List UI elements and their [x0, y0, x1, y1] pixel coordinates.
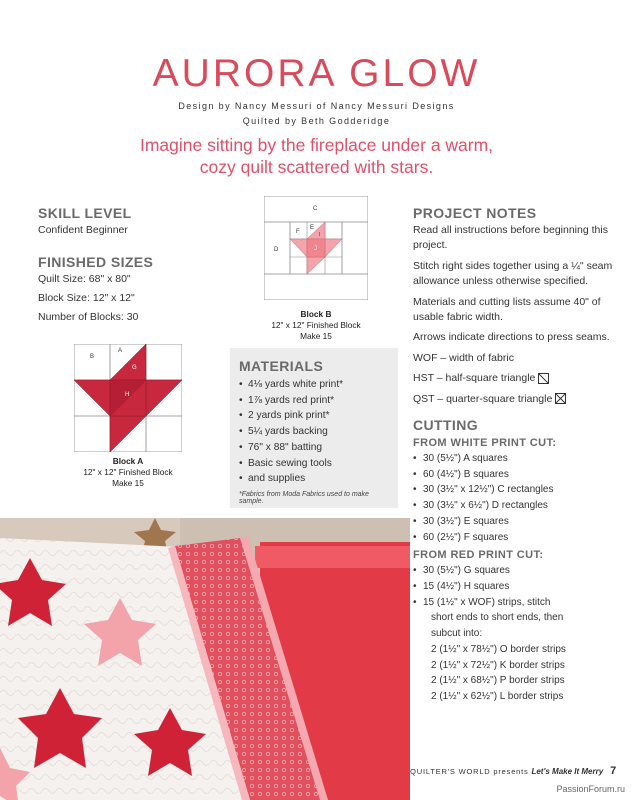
materials-item-continued: • and supplies [239, 471, 389, 487]
page-number: 7 [610, 765, 617, 777]
block-b-label-c: C [313, 206, 318, 212]
cut-item: • 30 (5½") G squares [413, 563, 613, 579]
project-notes-heading: PROJECT NOTES [413, 205, 537, 221]
note-paragraph: Stitch right sides together using a ¼" seam allowance unless otherwise specified. [413, 259, 613, 288]
cut-item: • 60 (2½") F squares [413, 530, 613, 546]
block-b-caption [246, 309, 386, 342]
page-title: AURORA GLOW [152, 52, 481, 95]
qst-icon [555, 393, 566, 404]
note-paragraph: WOF – width of fabric [413, 351, 514, 364]
block-b-caption-size: 12" x 12" Finished Block [271, 320, 361, 330]
block-b-label-j: J [314, 246, 317, 252]
cut-item: • 30 (3½" x 6½") D rectangles [413, 498, 613, 514]
project-notes [413, 223, 613, 407]
tagline-line-1: Imagine sitting by the fireplace under a warm, [139, 135, 494, 155]
footer-brand: QUILTER'S WORLD presents [410, 767, 529, 776]
block-a-caption [58, 456, 198, 489]
page-footer [410, 765, 617, 777]
white-print-heading: FROM WHITE PRINT CUT: [413, 437, 557, 450]
cut-item: • 30 (3½" x 12½") C rectangles [413, 482, 613, 498]
finished-sizes-heading: FINISHED SIZES [38, 254, 154, 270]
cut-item: • 30 (5½") A squares [413, 451, 613, 467]
block-b-label-f: F [296, 229, 300, 235]
block-b-label-d: D [274, 247, 279, 253]
materials-item: • 76" x 88" batting [239, 440, 389, 456]
block-a-caption-title: Block A [112, 456, 144, 466]
footer-book-title: Let's Make It Merry [531, 767, 604, 776]
block-b-caption-make: Make 15 [300, 331, 332, 341]
cut-subitem: 2 (1½" x 72½") K border strips [431, 659, 565, 671]
block-a-label-h: H [125, 392, 130, 398]
block-a-caption-make: Make 15 [112, 478, 144, 488]
materials-heading: MATERIALS [239, 358, 324, 374]
block-a-caption-size: 12" x 12" Finished Block [83, 467, 173, 477]
block-a-label-a: A [118, 348, 123, 354]
note-paragraph: Read all instructions before beginning this project. [413, 224, 608, 252]
note-qst [413, 392, 613, 407]
cut-subitem: 2 (1½" x 62½") L border strips [431, 690, 564, 702]
materials-item: • Basic sewing tools [239, 456, 389, 472]
tagline-line-2: cozy quilt scattered with stars. [199, 157, 434, 177]
quilted-credit: Quilted by Beth Godderidge [242, 116, 391, 126]
left-column [38, 205, 228, 323]
block-a-diagram [74, 344, 182, 452]
quilt-photo [0, 518, 410, 800]
cut-item: • 15 (1½" x WOF) strips, stitch [413, 595, 613, 611]
materials-item: • 4⅛ yards white print* [239, 377, 389, 393]
right-column [413, 205, 613, 705]
cut-item: • 60 (4½") B squares [413, 467, 613, 483]
materials-list [239, 377, 389, 487]
skill-level-heading: SKILL LEVEL [38, 205, 132, 221]
cut-item: • 30 (3½") E squares [413, 514, 613, 530]
materials-item: • 5¼ yards backing [239, 424, 389, 440]
block-b-label-e: E [310, 225, 315, 231]
red-print-heading: FROM RED PRINT CUT: [413, 549, 544, 562]
block-size: Block Size: 12" x 12" [38, 292, 135, 304]
tagline [0, 134, 633, 178]
skill-level-value: Confident Beginner [38, 224, 128, 236]
block-a-label-b: B [90, 354, 95, 360]
block-b-caption-title: Block B [300, 309, 332, 319]
note-hst-text: HST – half-square triangle [413, 372, 536, 385]
hst-icon [538, 373, 549, 384]
note-paragraph: Arrows indicate directions to press seams. [413, 331, 610, 344]
block-b-diagram [264, 196, 368, 300]
materials-item: • 1⅞ yards red print* [239, 393, 389, 409]
materials-note: *Fabrics from Moda Fabrics used to make sample. [239, 490, 369, 505]
cut-subitem: 2 (1½" x 78½") O border strips [431, 643, 566, 655]
materials-panel [230, 348, 398, 508]
number-of-blocks: Number of Blocks: 30 [38, 311, 139, 323]
design-credit: Design by Nancy Messuri of Nancy Messuri Designs [178, 101, 455, 111]
white-cut-list [413, 451, 613, 545]
cutting-heading: CUTTING [413, 417, 479, 434]
watermark: PassionForum.ru [556, 784, 625, 794]
note-hst [413, 371, 613, 386]
block-a-label-g: G [132, 365, 137, 371]
quilt-size: Quilt Size: 68" x 80" [38, 273, 131, 285]
red-cut-list [413, 563, 613, 704]
note-paragraph: Materials and cutting lists assume 40" of usable fabric width. [413, 295, 601, 324]
cut-item-continued: short ends to short ends, then [431, 612, 564, 624]
cut-item-continued: subcut into: [431, 628, 483, 640]
cut-item: • 15 (4½") H squares [413, 579, 613, 595]
materials-item: • 2 yards pink print* [239, 408, 389, 424]
block-b-label-i: I [319, 232, 321, 238]
note-qst-text: QST – quarter-square triangle [413, 392, 553, 405]
cut-subitem: 2 (1½" x 68½") P border strips [431, 675, 565, 687]
